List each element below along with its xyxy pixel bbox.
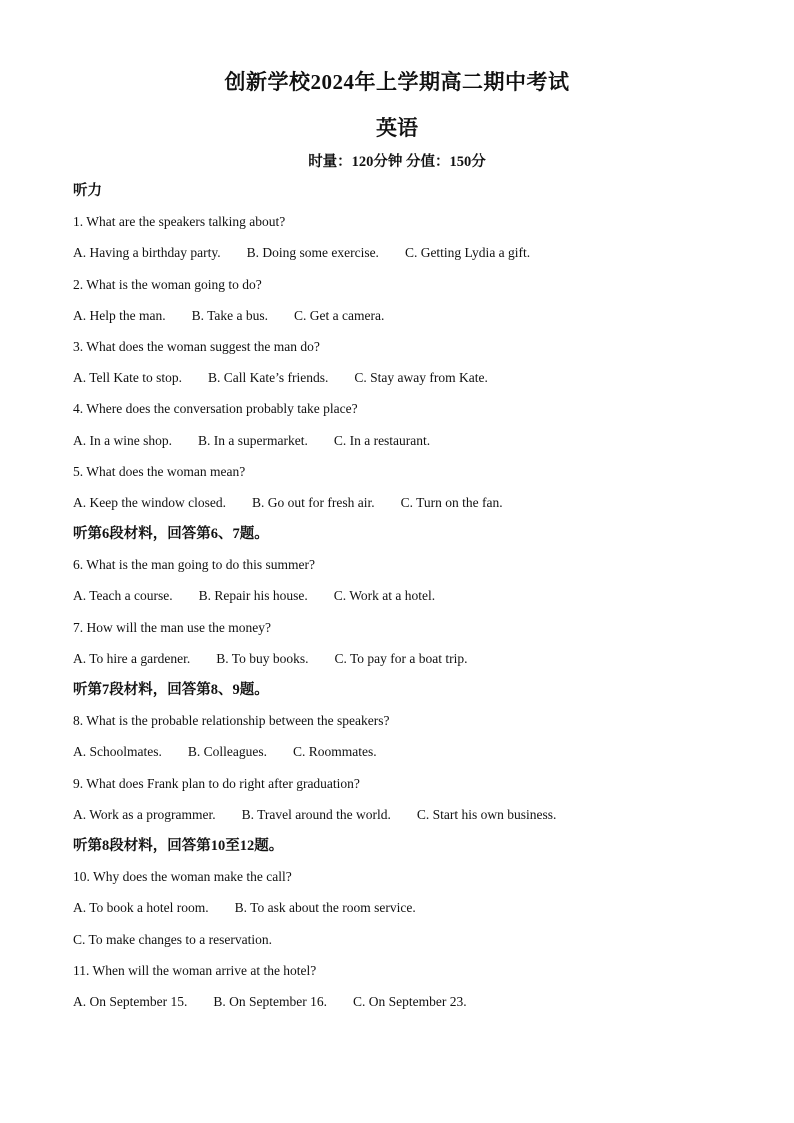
answer-option: B. Go out for fresh air. (251, 494, 375, 510)
question-list (73, 181, 763, 1023)
answer-options (73, 431, 763, 462)
answer-options (73, 368, 763, 399)
answer-option: A. To book a hotel room. (73, 900, 209, 916)
answer-option: C. On September 23. (352, 993, 467, 1009)
answer-option: A. In a wine shop. (73, 432, 172, 448)
answer-option: B. On September 16. (213, 993, 327, 1009)
answer-option: A. Schoolmates. (73, 744, 162, 760)
answer-option: B. To ask about the room service. (234, 900, 416, 916)
answer-option: C. To pay for a boat trip. (334, 650, 468, 666)
answer-option: C. In a restaurant. (333, 432, 431, 448)
question-text: 4. Where does the conversation probably take place? (73, 401, 358, 417)
answer-options (73, 930, 763, 961)
answer-option: A. Keep the window closed. (73, 494, 226, 510)
exam-subject: 英语 (376, 116, 418, 140)
answer-option: C. Getting Lydia a gift. (404, 245, 531, 261)
question-text: 6. What is the man going to do this summer? (73, 557, 315, 573)
answer-option: B. In a supermarket. (197, 432, 308, 448)
answer-option: C. To make changes to a reservation. (73, 931, 272, 947)
question-text: 11. When will the woman arrive at the hotel? (73, 962, 317, 978)
answer-option: C. Roommates. (293, 744, 377, 760)
section-heading: 听第7段材料，回答第8、9题。 (73, 682, 269, 698)
answer-options (73, 493, 763, 524)
answer-option: A. Having a birthday party. (73, 245, 221, 261)
answer-options (73, 586, 763, 617)
answer-option: B. Colleagues. (187, 744, 267, 760)
answer-option: A. Help the man. (73, 307, 166, 323)
question-text: 9. What does Frank plan to do right after graduation? (73, 775, 360, 791)
question-text: 7. How will the man use the money? (73, 619, 271, 635)
section-heading: 听第8段材料，回答第10至12题。 (73, 837, 284, 854)
answer-options (73, 898, 763, 929)
answer-option: A. Work as a programmer. (73, 806, 216, 822)
answer-option: B. Take a bus. (191, 307, 269, 323)
answer-option: C. Start his own business. (416, 806, 557, 822)
answer-option: C. Turn on the fan. (400, 494, 503, 510)
question-text: 3. What does the woman suggest the man do? (73, 338, 320, 354)
answer-option: B. Call Kate’s friends. (208, 370, 329, 386)
answer-options (73, 992, 763, 1023)
section-heading: 听力 (73, 183, 102, 199)
answer-option: B. Repair his house. (198, 588, 308, 604)
answer-option: B. Doing some exercise. (246, 245, 379, 261)
question-text: 1. What are the speakers talking about? (73, 214, 286, 230)
answer-options (73, 742, 763, 773)
exam-title: 创新学校2024年上学期高二期中考试 (224, 70, 570, 94)
answer-option: A. Tell Kate to stop. (73, 370, 183, 386)
question-text: 2. What is the woman going to do? (73, 276, 262, 292)
answer-option: C. Stay away from Kate. (354, 370, 488, 386)
answer-option: A. On September 15. (73, 993, 188, 1009)
section-heading: 听第6段材料，回答第6、7题。 (73, 526, 269, 543)
answer-options (73, 243, 763, 274)
answer-option: B. Travel around the world. (241, 806, 391, 822)
answer-option: B. To buy books. (216, 650, 309, 666)
answer-option: C. Get a camera. (294, 307, 385, 323)
answer-options (73, 306, 763, 337)
answer-option: C. Work at a hotel. (333, 588, 436, 604)
question-text: 5. What does the woman mean? (73, 463, 246, 479)
exam-meta: 时量：120分钟 分值：150分 (308, 154, 486, 170)
question-text: 8. What is the probable relationship between the speakers? (73, 713, 390, 729)
answer-options (73, 649, 763, 680)
question-text: 10. Why does the woman make the call? (73, 869, 292, 885)
answer-option: A. To hire a gardener. (73, 650, 191, 666)
answer-options (73, 805, 763, 836)
answer-option: A. Teach a course. (73, 588, 173, 604)
